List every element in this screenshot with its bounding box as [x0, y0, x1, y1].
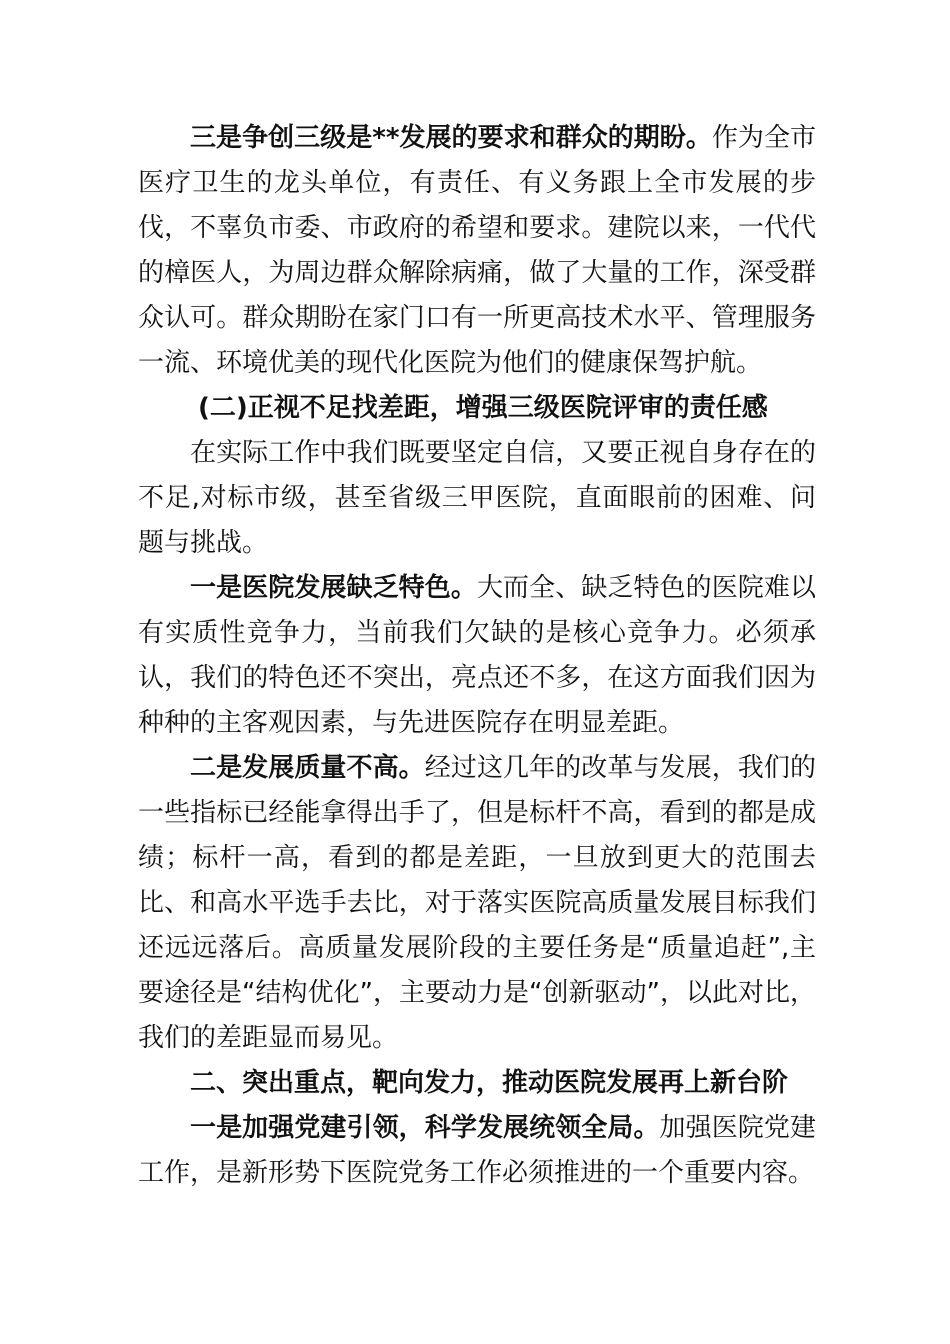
paragraph-body: 加强医院党建工作，是新形势下医院党务工作必须推进的一个重要内容。 — [138, 1113, 816, 1188]
paragraph-body: 作为全市医疗卫生的龙头单位，有责任、有义务跟上全市发展的步伐，不辜负市委、市政府的希望和要求。建院以来，一代代的樟医人，为周边群众解除病痛，做了大量的工作，深受群众认可。群众期盼在家门口有一所更高技术水平、管理服务一流、环境优美的现代化医院为他们的健康保驾护航。 — [138, 123, 816, 378]
section-heading-key-focus: 二、突出重点，靶向发力，推动医院发展再上新台阶 — [190, 1068, 789, 1098]
section-heading-shortcomings: (二)正视不足找差距，增强三级医院评审的责任感 — [198, 393, 768, 423]
paragraph-face-shortcomings: 在实际工作中我们既要坚定自信，又要正视自身存在的不足,对标市级，甚至省级三甲医院，直面眼前的困难、问题与挑战。 — [138, 438, 816, 558]
paragraph-lead: 一是加强党建引领，科学发展统领全局。 — [190, 1113, 660, 1143]
document-page — [138, 116, 816, 1196]
paragraph-quality-not-high — [138, 746, 816, 1061]
paragraph-lead: 三是争创三级是**发展的要求和群众的期盼。 — [190, 123, 712, 153]
paragraph-lead: 一是医院发展缺乏特色。 — [190, 573, 477, 603]
paragraph-body: 大而全、缺乏特色的医院难以有实质性竞争力，当前我们欠缺的是核心竞争力。必须承认，我们的特色还不突出，亮点还不多，在这方面我们因为种种的主客观因素，与先进医院存在明显差距。 — [138, 573, 816, 738]
paragraph-body: 经过这几年的改革与发展，我们的一些指标已经能拿得出手了，但是标杆不高，看到的都是成绩；标杆一高，看到的都是差距，一旦放到更大的范围去比、和高水平选手去比，对于落实医院高质量发展目标我们还远远落后。高质量发展阶段的主要任务是“质量追赶”,主要途径是“结构优化”，主要动力是“创新驱动”，以此对比，我们的差距显而易见。 — [138, 753, 816, 1053]
paragraph-tier-three-goal — [138, 116, 816, 386]
paragraph-party-building — [138, 1106, 816, 1196]
paragraph-lack-of-features — [138, 566, 816, 746]
paragraph-lead: 二是发展质量不高。 — [190, 753, 425, 783]
